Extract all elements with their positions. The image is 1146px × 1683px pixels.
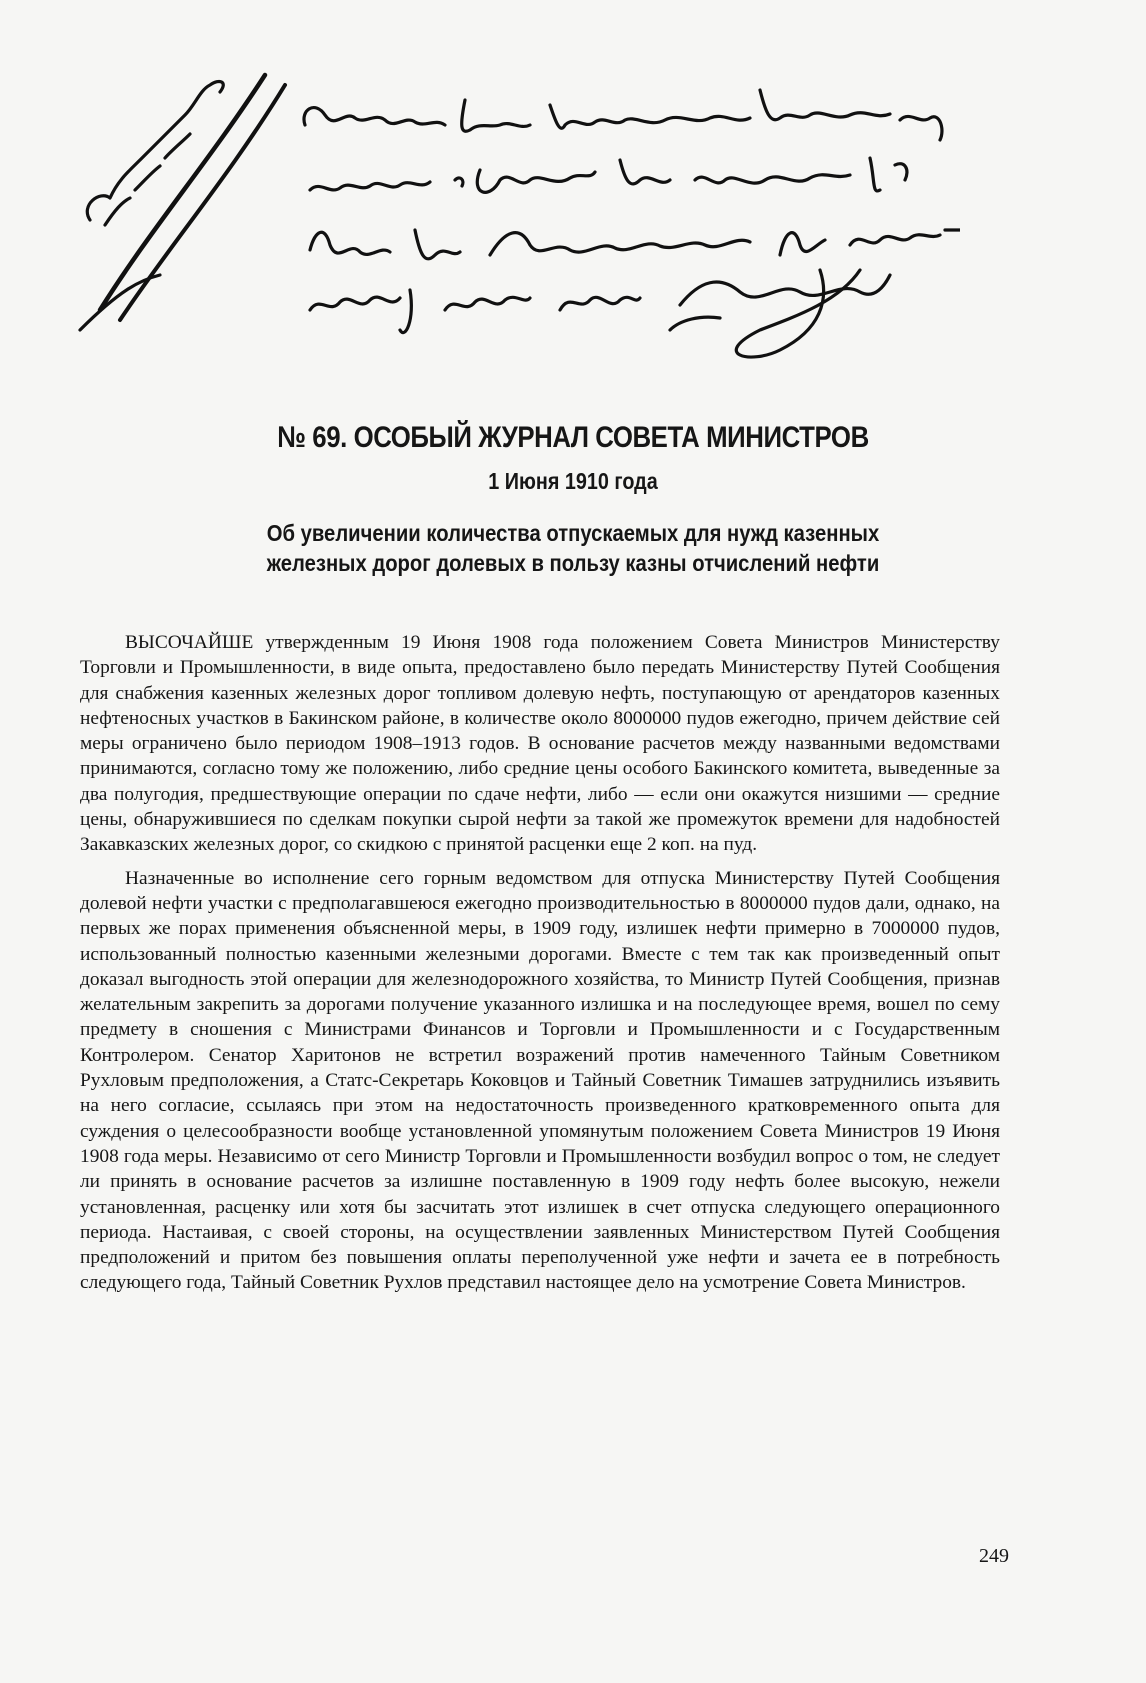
document-number-title: № 69. ОСОБЫЙ ЖУРНАЛ СОВЕТА МИНИСТРОВ	[277, 421, 869, 454]
handwritten-resolution	[60, 30, 960, 370]
page-number: 249	[979, 1545, 1009, 1567]
body-paragraph: Назначенные во исполнение сего горным ведомством для отпуска Министерству Путей Сообщения долевой нефти участки с предполагавшеюся ежегодно производительностью в 8000000 пудов дали, однако, на первых же порах применения объясненной меры, в 1909 году, излишек нефти примерно в 7000000 пудов, использованный полностью казенными железными дорогами. Вместе с тем так как произведенный опыт доказал выгодность этой операции для железнодорожного хозяйства, то Министр Путей Сообщения, признав желательным закрепить за дорогами получение указанного излишка и на последующее время, вошел по сему предмету в сношения с Министрами Финансов и Торговли и Промышленности и с Государственным Контролером. Сенатор Харитонов не встретил возражений против намеченного Тайным Советником Рухловым предположения, а Статс-Секретарь Коковцов и Тайный Советник Тимашев затруднились изъявить на него согласие, ссылаясь при этом на недостаточность произведенного кратковременного опыта для суждения о целесообразности вообще установленной упомянутым положением Совета Министров 19 Июня 1908 года меры. Независимо от сего Министр Торговли и Промышленности возбудил вопрос о том, не следует ли принять в основание расчетов за излишне поставленную в 1909 году нефть более высокую, нежели установленная, расценку или хотя бы засчитать этот излишек в счет отпуска следующего операционного периода. Настаивая, с своей стороны, на осуществлении заявленных Министерством Путей Сообщения предположений и притом без повышения оплаты переполученной уже нефти и зачета ее в потребность следующего года, Тайный Советник Рухлов представил настоящее дело на усмотрение Совета Министров.	[80, 867, 1000, 1294]
handwritten-resolution-graphic	[60, 30, 960, 370]
document-header	[0, 418, 1146, 578]
document-body	[80, 630, 1000, 1304]
body-paragraph: ВЫСОЧАЙШЕ утвержденным 19 Июня 1908 года положением Совета Министров Министерству Торговли и Промышленности, в виде опыта, предоставлено было передать Министерству Путей Сообщения для снабжения казенных железных дорог топливом долевую нефть, поступающую от арендаторов казенных нефтеносных участков в Бакинском районе, в количестве около 8000000 пудов ежегодно, причем действие сей меры ограничено было периодом 1908–1913 годов. В основание расчетов между названными ведомствами принимаются, согласно тому же положению, либо средние цены особого Бакинского комитета, выведенные за два полугодия, предшествующие операции по сдаче нефти, либо — если они окажутся низшими — средние цены, обнаружившиеся по сделкам покупки сырой нефти за такой же промежуток времени для надобностей Закавказских железных дорог, со скидкою с принятой расценки еще 2 коп. на пуд.	[80, 632, 1000, 856]
document-subject-line: железных дорог долевых в пользу казны отчислений нефти	[266, 550, 880, 576]
document-subject-line: Об увеличении количества отпускаемых для нужд казенных	[266, 520, 880, 546]
document-date: 1 Июня 1910 года	[488, 468, 658, 494]
document-subject	[133, 518, 1013, 578]
